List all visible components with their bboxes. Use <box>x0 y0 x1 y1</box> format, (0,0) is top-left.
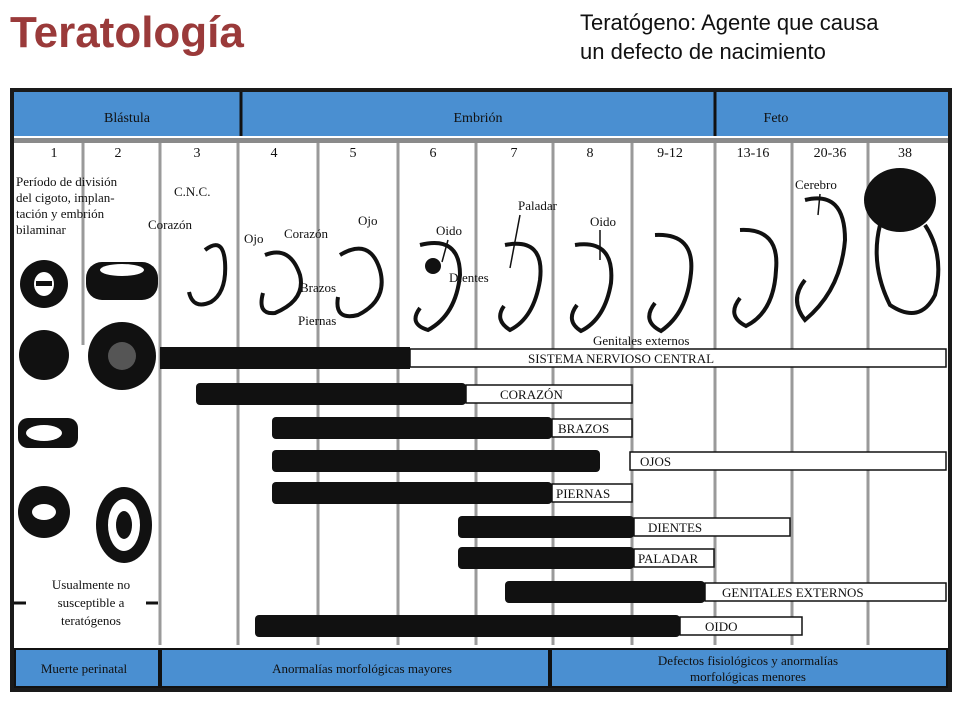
bar-piernas <box>272 482 632 504</box>
susceptibility-line: teratógenos <box>61 613 121 628</box>
susceptibility-note <box>52 577 130 628</box>
slide-title: Teratología <box>10 8 244 57</box>
bar-ojos-critical <box>272 450 600 472</box>
bar-corazon <box>196 383 632 405</box>
week-6: 6 <box>429 146 437 161</box>
bar-label-corazon: CORAZÓN <box>500 387 563 402</box>
early-note-line: del cigoto, implan- <box>16 190 115 205</box>
week-8: 8 <box>586 146 594 161</box>
bar-oido <box>255 615 802 637</box>
bar-dientes <box>458 516 790 538</box>
week-5: 5 <box>349 146 357 161</box>
week-1: 1 <box>50 146 58 161</box>
bar-snc <box>160 347 946 369</box>
bar-label-genitales: GENITALES EXTERNOS <box>722 585 864 600</box>
morula-sketch <box>19 330 69 380</box>
bar-corazon-critical <box>196 383 466 405</box>
label-paladar: Paladar <box>518 198 557 213</box>
footer-defectos-line1: Defectos fisiológicos y anormalías <box>657 653 839 668</box>
footer-muerte-perinatal: Muerte perinatal <box>40 661 128 676</box>
bar-label-paladar: PALADAR <box>638 551 699 566</box>
bar-genitales <box>505 581 946 603</box>
label-brazos: Brazos <box>300 280 337 295</box>
fetus-week38-head <box>864 168 936 232</box>
bar-ojos-minor <box>630 452 946 470</box>
week-2: 2 <box>114 146 122 161</box>
label-corazon-wk3: Corazón <box>148 217 193 232</box>
bar-label-dientes: DIENTES <box>648 520 703 535</box>
early-note-line: Período de división <box>16 174 118 189</box>
week-38: 38 <box>898 146 912 161</box>
week-9-12: 9-12 <box>657 146 683 161</box>
stage-embrion: Embrión <box>453 111 503 126</box>
bar-oido-critical <box>255 615 680 637</box>
bar-label-oido: OIDO <box>705 619 738 634</box>
stage-feto: Feto <box>763 111 789 126</box>
bar-brazos-critical <box>272 417 552 439</box>
label-dientes: Dientes <box>449 270 489 285</box>
early-note-line: tación y embrión <box>16 206 105 221</box>
bar-label-snc: SISTEMA NERVIOSO CENTRAL <box>528 351 715 366</box>
bar-brazos <box>272 417 632 439</box>
bar-label-piernas: PIERNAS <box>556 486 611 501</box>
week-20-36: 20-36 <box>813 146 847 161</box>
bar-oido-minor <box>680 617 802 635</box>
bar-piernas-critical <box>272 482 552 504</box>
stage-blastula: Blástula <box>104 111 150 126</box>
bar-dientes-critical <box>458 516 634 538</box>
label-corazon-wk4: Corazón <box>284 226 329 241</box>
label-cnc: C.N.C. <box>174 184 211 199</box>
susceptibility-line: Usualmente no <box>51 577 131 592</box>
embryo-eye <box>425 258 441 274</box>
week-row-rule <box>14 138 948 143</box>
footer-defectos-line2: morfológicas menores <box>690 669 806 684</box>
bar-paladar-critical <box>458 547 634 569</box>
week-3: 3 <box>193 146 201 161</box>
label-ojo-wk5: Ojo <box>358 213 378 228</box>
week-13-16: 13-16 <box>736 146 770 161</box>
definition-line-1: Teratógeno: Agente que causa <box>580 10 879 35</box>
susceptibility-line: susceptible a <box>57 595 125 610</box>
week-4: 4 <box>270 146 278 161</box>
bar-paladar <box>458 547 714 569</box>
label-genitales: Genitales externos <box>593 333 690 348</box>
bar-label-brazos: BRAZOS <box>558 421 610 436</box>
bar-snc-critical <box>160 347 410 369</box>
footer-anomalias-mayores: Anormalías morfológicas mayores <box>272 661 452 676</box>
label-oido-wk6: Oido <box>436 223 462 238</box>
label-ojo-wk4: Ojo <box>244 231 264 246</box>
label-cerebro: Cerebro <box>795 177 837 192</box>
week-7: 7 <box>510 146 518 161</box>
definition-line-2: un defecto de nacimiento <box>580 39 826 64</box>
early-note-line: bilaminar <box>16 222 66 237</box>
bar-label-ojos: OJOS <box>640 454 672 469</box>
label-piernas: Piernas <box>298 313 337 328</box>
bar-genitales-critical <box>505 581 705 603</box>
label-oido-wk8: Oido <box>590 214 616 229</box>
